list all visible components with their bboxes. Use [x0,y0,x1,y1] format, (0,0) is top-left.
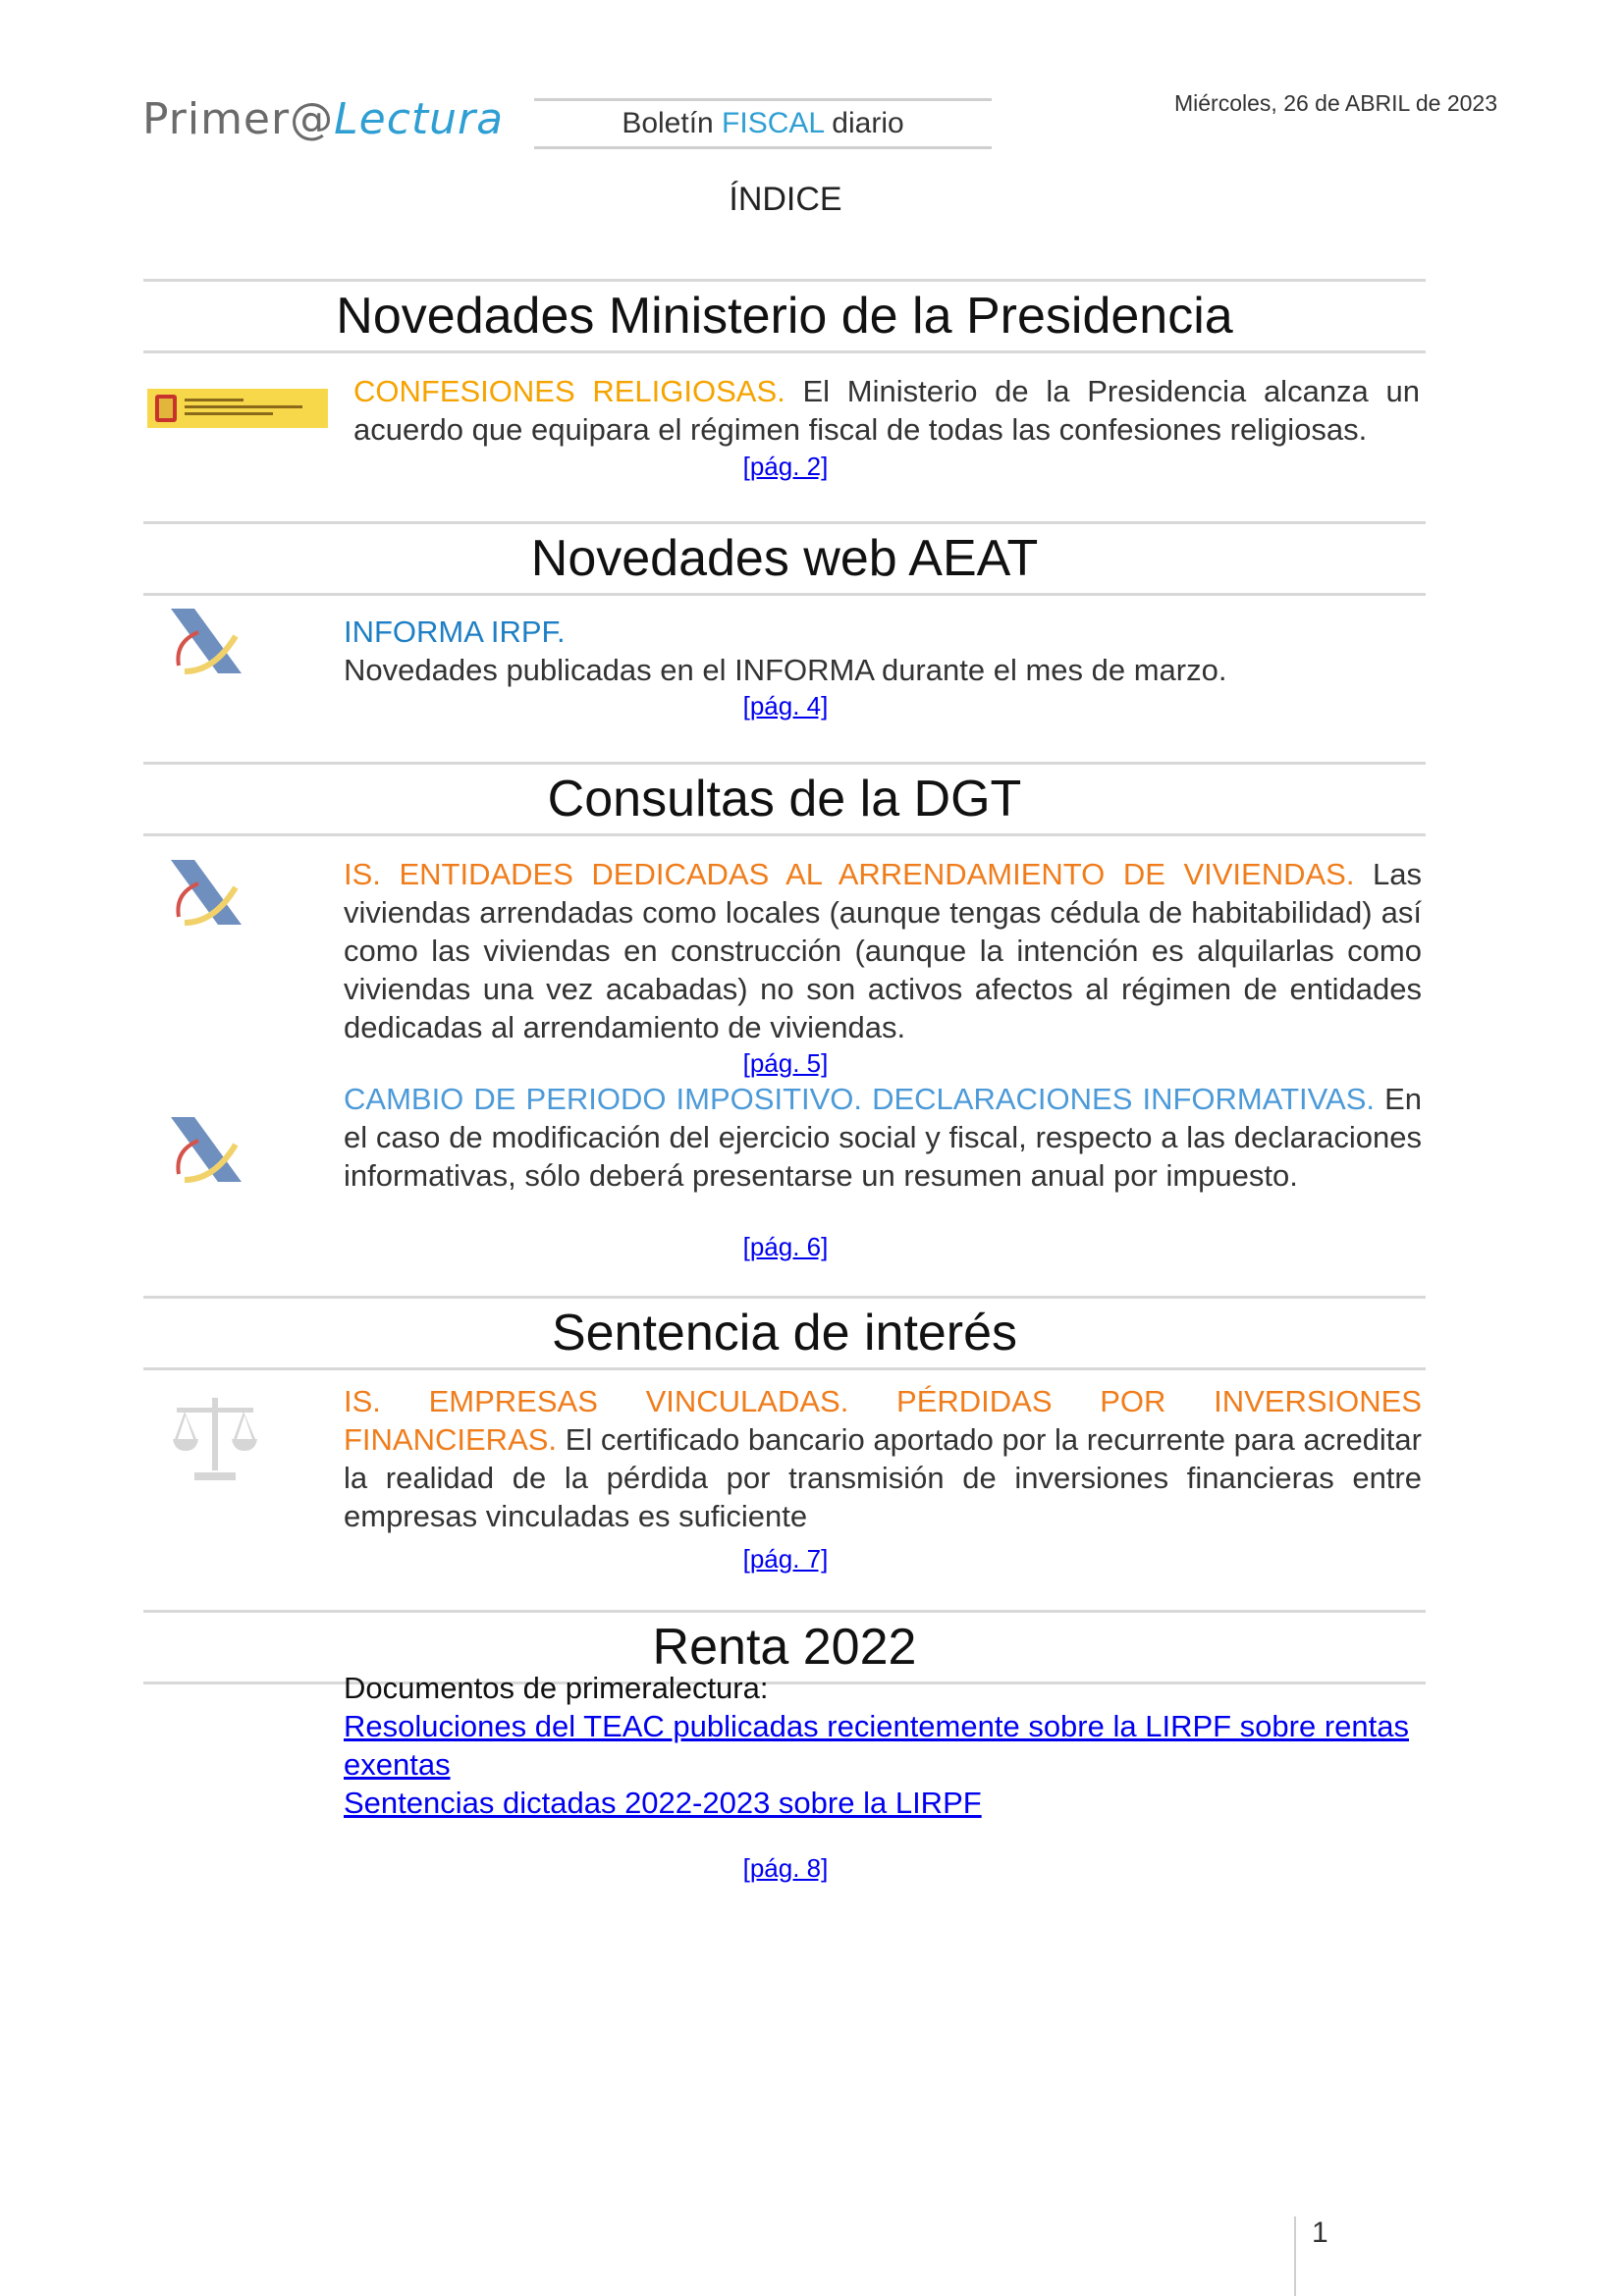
entry-text: Novedades publicadas en el INFORMA durante el mes de marzo. [344,653,1227,687]
entry-keyword: IS. EMPRESAS VINCULADAS. PÉRDIDAS POR INVERSIONES FINANCIERAS. [344,1384,1422,1457]
entry-empresas-vinculadas [344,1382,1422,1535]
aeat-logo-icon [165,858,244,929]
page-link[interactable]: [pág. 7] [742,1544,829,1574]
entry-keyword: INFORMA IRPF. [344,614,566,649]
scales-of-justice-icon [169,1392,261,1484]
link-resoluciones-teac[interactable]: Resoluciones del TEAC publicadas recientemente sobre la LIRPF sobre rentas exentas [344,1709,1409,1782]
page-link[interactable]: [pág. 5] [742,1048,829,1078]
page-link[interactable]: [pág. 2] [742,452,829,481]
page-ref-4 [0,691,1571,721]
renta-documents [344,1669,1424,1822]
section-title-sentencia: Sentencia de interés [143,1296,1426,1370]
bulletin-post: diario [823,107,904,139]
page-ref-6 [0,1232,1571,1262]
entry-text: El Ministerio de la Presidencia alcanza un acuerdo que equipara el régimen fiscal de todas las confesiones religiosas. [353,374,1421,447]
bulletin-fiscal: FISCAL [722,107,824,139]
page-ref-2 [0,452,1571,482]
documents-label: Documentos de primeralectura: [344,1671,769,1705]
bulletin-pre: Boletín [622,107,723,139]
entry-text: En el caso de modificación del ejercicio social y fiscal, respecto a las declaraciones informativas, sólo deberá presentarse un resumen anual por impuesto. [344,1082,1422,1193]
index-title: ÍNDICE [729,181,842,218]
link-sentencias-lirpf[interactable]: Sentencias dictadas 2022-2023 sobre la LIRPF [344,1786,982,1820]
publication-date: Miércoles, 26 de ABRIL de 2023 [1174,90,1498,116]
page-number: 1 [1294,2216,1371,2296]
aeat-logo-icon [165,607,244,677]
page-ref-5 [0,1048,1571,1079]
ministry-emblem-icon [147,389,328,428]
page-link[interactable]: [pág. 4] [742,691,829,721]
section-title-aeat: Novedades web AEAT [143,521,1426,596]
entry-informa-irpf [344,613,1422,689]
entry-cambio-periodo [344,1080,1422,1195]
bulletin-title [534,98,992,149]
entry-keyword: CAMBIO DE PERIODO IMPOSITIVO. DECLARACIONES INFORMATIVAS. [344,1082,1375,1116]
aeat-logo-icon [165,1115,244,1186]
section-title-renta: Renta 2022 [143,1610,1426,1684]
page-ref-7 [0,1544,1571,1575]
logo-part2: Lectura [334,94,505,144]
logo-part1: Primer@ [142,94,335,144]
entry-keyword: CONFESIONES RELIGIOSAS. [353,374,785,408]
section-title-presidencia: Novedades Ministerio de la Presidencia [143,279,1426,353]
entry-keyword: IS. ENTIDADES DEDICADAS AL ARRENDAMIENTO DE VIVIENDAS. [344,857,1355,891]
entry-arrendamiento [344,855,1422,1046]
page-ref-8 [0,1853,1571,1884]
entry-text: Las viviendas arrendadas como locales (aunque tengas cédula de habitabilidad) así como las viviendas en construcción (aunque la intención es alquilarlas como viviendas una vez acabadas) no son activos afectos al régimen de entidades dedicadas al arrendamiento de viviendas. [344,857,1422,1044]
section-title-dgt: Consultas de la DGT [143,762,1426,836]
brand-logo [142,94,504,144]
page-link[interactable]: [pág. 6] [742,1232,829,1261]
entry-text: El certificado bancario aportado por la recurrente para acreditar la realidad de la pérdida por transmisión de inversiones financieras entre empresas vinculadas es suficiente [344,1422,1422,1533]
page-link[interactable]: [pág. 8] [742,1853,829,1883]
entry-confesiones [353,372,1420,449]
